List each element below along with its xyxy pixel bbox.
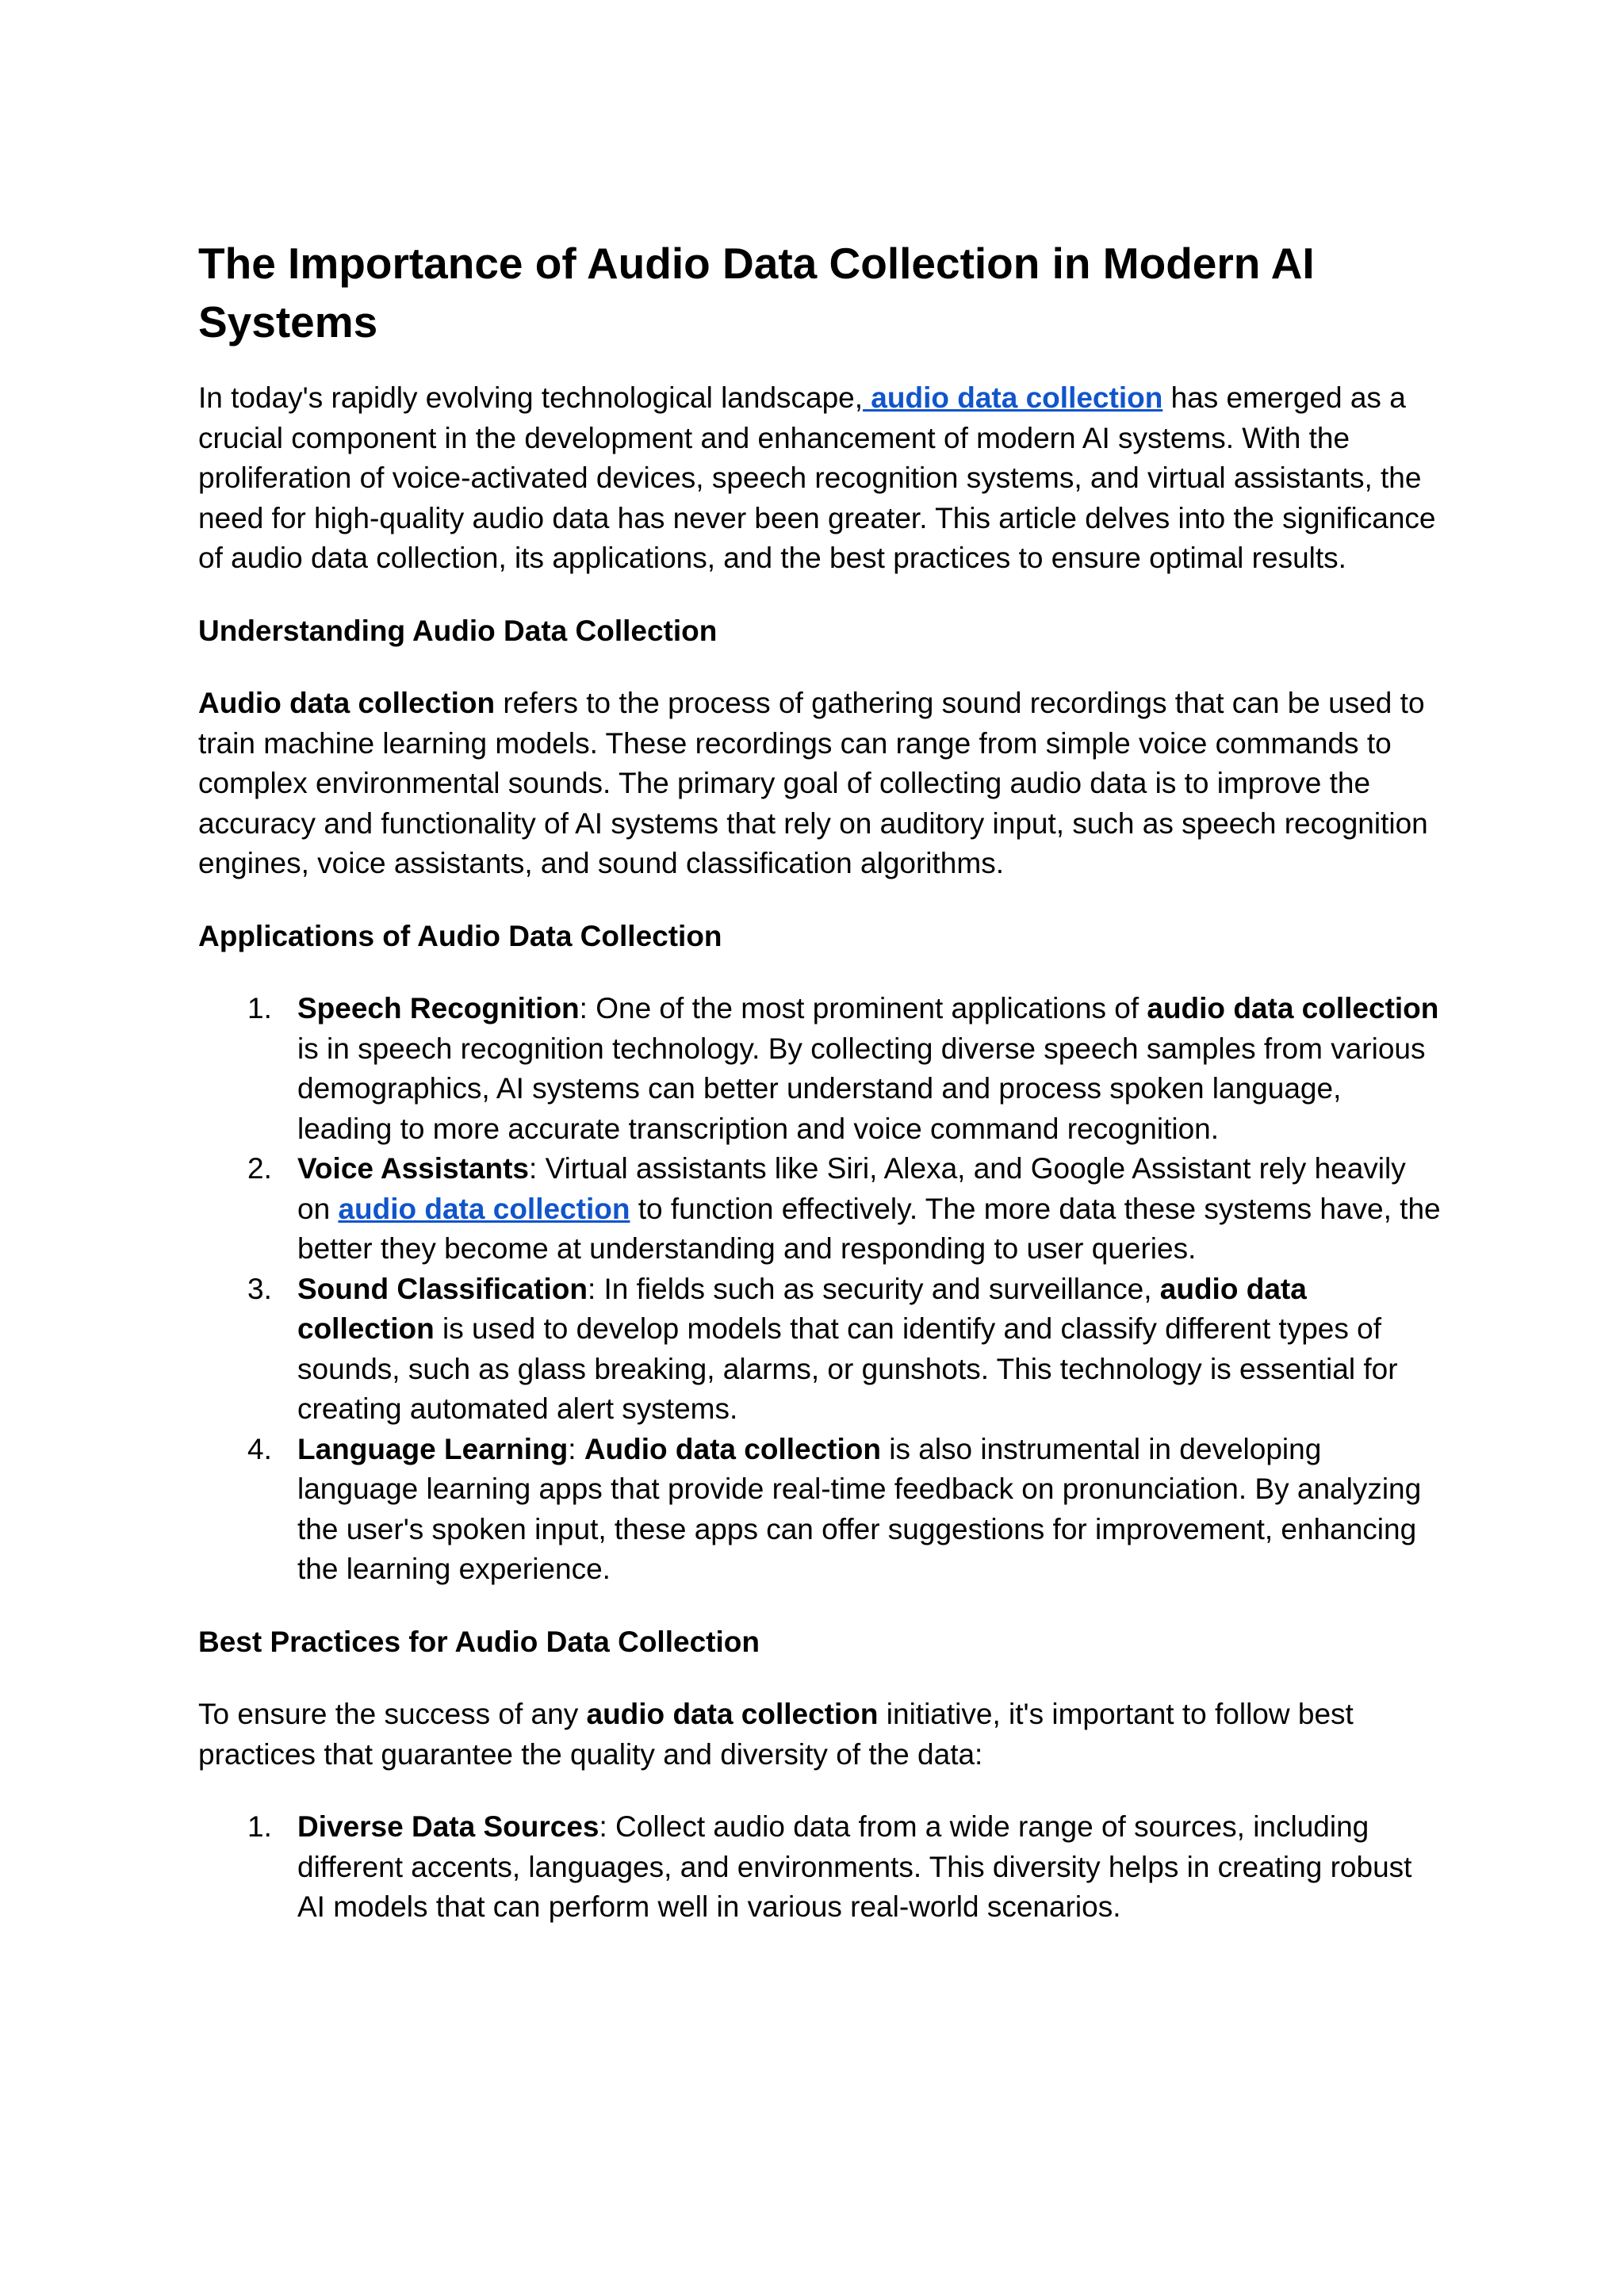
list-item bbox=[198, 1430, 1443, 1590]
item-text: is also instrumental in developing language learning apps that provide real-time feedback on pronunciation. By analyzing the user's spoken input, these apps can offer suggestions for improvement, enhancing the learning experience. bbox=[297, 1432, 1422, 1585]
intro-text-before: In today's rapidly evolving technological landscape, bbox=[198, 381, 864, 414]
list-item bbox=[198, 1807, 1443, 1928]
list-item bbox=[198, 1149, 1443, 1270]
list-number: 2. bbox=[247, 1152, 272, 1185]
item-term: Voice Assistants bbox=[297, 1152, 530, 1185]
audio-data-collection-link[interactable]: audio data collection bbox=[863, 381, 1163, 414]
item-term: Sound Classification bbox=[297, 1272, 588, 1305]
bold-term: Audio data collection bbox=[584, 1432, 881, 1465]
list-number: 1. bbox=[247, 1810, 272, 1843]
list-item bbox=[198, 989, 1443, 1149]
paragraph-text: To ensure the success of any bbox=[198, 1698, 587, 1730]
bold-term: Audio data collection bbox=[198, 687, 496, 719]
document-page bbox=[198, 234, 1443, 1960]
list-number: 1. bbox=[247, 992, 272, 1024]
section-heading-understanding: Understanding Audio Data Collection bbox=[198, 614, 718, 647]
item-term: Speech Recognition bbox=[297, 992, 580, 1024]
item-text: is used to develop models that can identify and classify different types of sounds, such as glass breaking, alarms, or gunshots. This technology is essential for creating automated alert systems. bbox=[297, 1312, 1398, 1425]
intro-paragraph bbox=[198, 378, 1443, 579]
item-text: to function effectively. The more data these systems have, the better they become at understanding and responding to user queries. bbox=[297, 1192, 1441, 1265]
bold-term: audio data collection bbox=[1147, 992, 1439, 1024]
item-text: : One of the most prominent applications of bbox=[579, 992, 1147, 1024]
bold-term: audio data collection bbox=[297, 1272, 1307, 1345]
best-practices-list bbox=[198, 1807, 1443, 1928]
paragraph-text: initiative, it's important to follow best practices that guarantee the quality and diversity of the data: bbox=[198, 1698, 1354, 1771]
item-text: is in speech recognition technology. By collecting diverse speech samples from various demographics, AI systems can better understand and process spoken language, leading to more accurate transcription and voice command recognition. bbox=[297, 1032, 1426, 1145]
item-text: : Virtual assistants like Siri, Alexa, and Google Assistant rely heavily on bbox=[297, 1152, 1406, 1225]
item-text: : In fields such as security and surveillance, bbox=[587, 1272, 1160, 1305]
section-heading-best-practices: Best Practices for Audio Data Collection bbox=[198, 1625, 760, 1658]
list-number: 3. bbox=[247, 1272, 272, 1305]
item-text: : Collect audio data from a wide range of sources, including different accents, languages, and environments. This diversity helps in creating robust AI models that can perform well in various real-world scenarios. bbox=[297, 1810, 1412, 1923]
page-title: The Importance of Audio Data Collection in Modern AI Systems bbox=[198, 239, 1315, 347]
understanding-paragraph bbox=[198, 684, 1443, 884]
audio-data-collection-link[interactable]: audio data collection bbox=[338, 1192, 630, 1225]
item-term: Diverse Data Sources bbox=[297, 1810, 599, 1843]
item-text: : bbox=[568, 1432, 584, 1465]
item-term: Language Learning bbox=[297, 1432, 569, 1465]
section-heading-applications: Applications of Audio Data Collection bbox=[198, 919, 722, 952]
intro-text-after: has emerged as a crucial component in the development and enhancement of modern AI systems. With the proliferation of voice-activated devices, speech recognition systems, and virtual assistants, the need for high-quality audio data has never been greater. This article delves into the significance of audio data collection, its applications, and the best practices to ensure optimal results. bbox=[198, 381, 1436, 574]
best-practices-intro bbox=[198, 1695, 1443, 1775]
list-number: 4. bbox=[247, 1432, 272, 1465]
paragraph-text: refers to the process of gathering sound recordings that can be used to train machine learning models. These recordings can range from simple voice commands to complex environmental sounds. The primary goal of collecting audio data is to improve the accuracy and functionality of AI systems that rely on auditory input, such as speech recognition engines, voice assistants, and sound classification algorithms. bbox=[198, 687, 1428, 879]
bold-term: audio data collection bbox=[586, 1698, 879, 1730]
applications-list bbox=[198, 989, 1443, 1590]
list-item bbox=[198, 1270, 1443, 1430]
